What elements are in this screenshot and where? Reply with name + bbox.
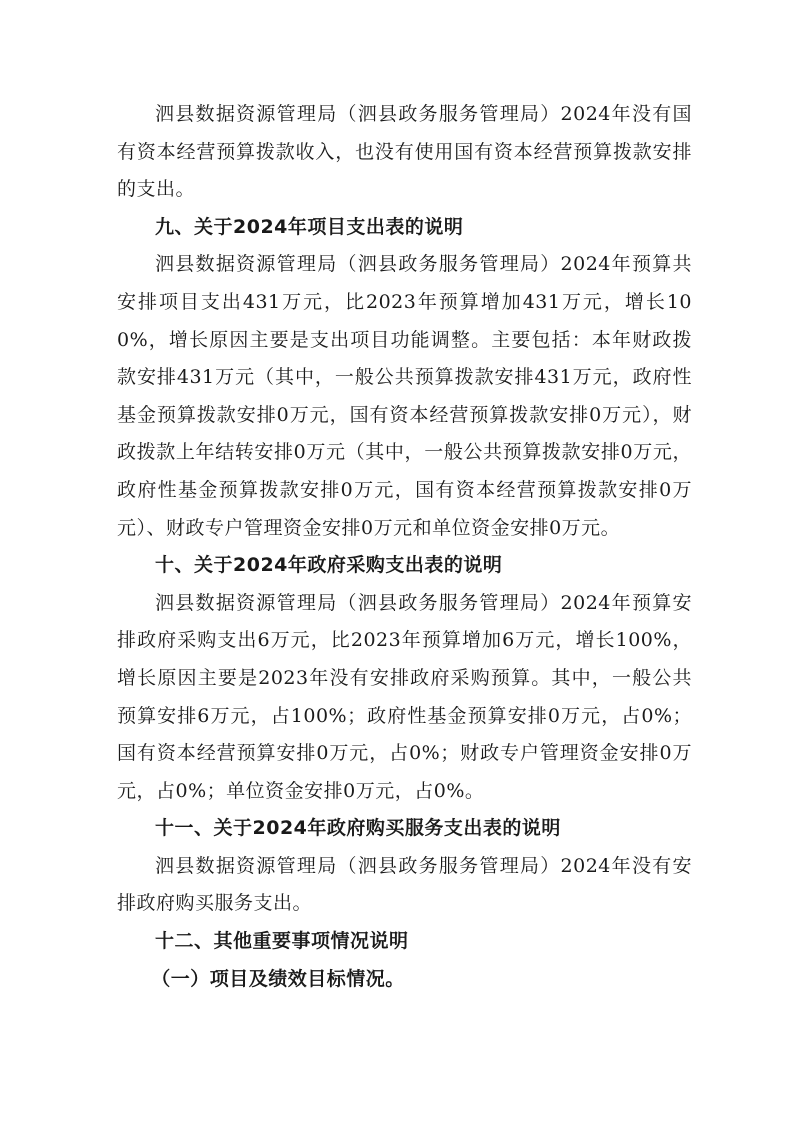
section-heading-government-procurement: 十、关于2024年政府采购支出表的说明 xyxy=(155,554,503,577)
section-heading-project-expenditure: 九、关于2024年项目支出表的说明 xyxy=(155,215,464,238)
section-heading-purchased-services: 十一、关于2024年政府购买服务支出表的说明 xyxy=(155,817,561,840)
paragraph-government-procurement: 泗县数据资源管理局（泗县政务服务管理局）2024年预算安排政府采购支出6万元，比2023年预算增加6万元，增长100%，增长原因主要是2023年没有安排政府采购预算。其中，一般公共预算安排6万元，占100%；政府性基金预算安排0万元，占0%；国有资本经营预算安排0万元，占0%；财政专户管理资金安排0万元，占0%；单位资金安排0万元，占0%。 xyxy=(117,591,692,802)
paragraph-state-capital-budget: 泗县数据资源管理局（泗县政务服务管理局）2024年没有国有资本经营预算拨款收入，也没有使用国有资本经营预算拨款安排的支出。 xyxy=(117,103,692,201)
paragraph-purchased-services: 泗县数据资源管理局（泗县政务服务管理局）2024年没有安排政府购买服务支出。 xyxy=(117,854,692,915)
document-page xyxy=(117,96,692,998)
subsection-heading-performance-goals: （一）项目及绩效目标情况。 xyxy=(151,967,405,990)
paragraph-project-expenditure: 泗县数据资源管理局（泗县政务服务管理局）2024年预算共安排项目支出431万元，比2023年预算增加431万元，增长100%，增长原因主要是支出项目功能调整。主要包括：本年财政拨款安排431万元（其中，一般公共预算拨款安排431万元，政府性基金预算拨款安排0万元，国有资本经营预算拨款安排0万元），财政拨款上年结转安排0万元（其中，一般公共预算拨款安排0万元，政府性基金预算拨款安排0万元，国有资本经营预算拨款安排0万元）、财政专户管理资金安排0万元和单位资金安排0万元。 xyxy=(117,253,692,539)
section-heading-other-matters: 十二、其他重要事项情况说明 xyxy=(155,930,409,953)
